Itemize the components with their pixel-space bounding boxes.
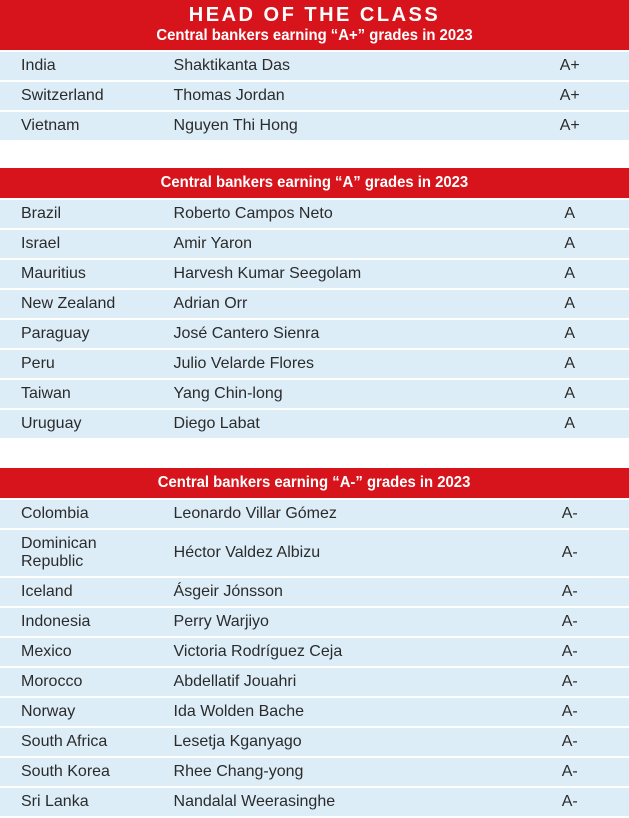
banker-name-cell: Rhee Chang-yong xyxy=(173,763,304,780)
country-cell: Paraguay xyxy=(21,325,90,342)
grade-cell: A xyxy=(564,385,576,402)
table-row xyxy=(0,350,629,378)
table-row xyxy=(0,698,629,726)
table-row xyxy=(0,788,629,816)
country-cell: Uruguay xyxy=(21,415,82,432)
table-a-plus xyxy=(0,52,629,140)
banker-name-cell: Héctor Valdez Albizu xyxy=(173,544,321,561)
table-row xyxy=(0,410,629,438)
grade-cell: A- xyxy=(561,703,578,720)
grade-cell: A xyxy=(564,325,576,342)
table-row xyxy=(0,230,629,258)
banker-name-cell: Ásgeir Jónsson xyxy=(173,583,283,600)
grade-cell: A- xyxy=(561,673,578,690)
banker-name-cell: Harvesh Kumar Seegolam xyxy=(173,265,362,282)
country-cell: Colombia xyxy=(21,505,89,522)
banker-name-cell: Nguyen Thi Hong xyxy=(173,117,298,134)
grade-cell: A+ xyxy=(559,57,580,74)
section-heading-text: Central bankers earning “A” grades in 2023 xyxy=(160,174,469,191)
banker-name-cell: Shaktikanta Das xyxy=(173,57,291,74)
grade-cell: A- xyxy=(561,763,578,780)
table-row xyxy=(0,260,629,288)
country-cell: Peru xyxy=(21,355,55,372)
table-a-minus xyxy=(0,500,629,816)
table-row xyxy=(0,112,629,140)
grade-cell: A xyxy=(564,265,576,282)
table-row xyxy=(0,608,629,636)
table-row xyxy=(0,320,629,348)
grade-cell: A xyxy=(564,235,576,252)
country-cell: India xyxy=(21,57,56,74)
section-heading-text: Central bankers earning “A-” grades in 2023 xyxy=(158,474,471,491)
country-cell: Dominican Republic xyxy=(21,535,97,570)
banker-name-cell: Nandalal Weerasinghe xyxy=(173,793,336,810)
country-cell: Morocco xyxy=(21,673,83,690)
banker-name-cell: Adrian Orr xyxy=(173,295,248,312)
country-cell: Norway xyxy=(21,703,76,720)
section-heading-a-plus: Central bankers earning “A+” grades in 2023 xyxy=(156,27,473,44)
banker-name-cell: Diego Labat xyxy=(173,415,260,432)
banker-name-cell: Leonardo Villar Gómez xyxy=(173,505,337,522)
table-row xyxy=(0,758,629,786)
banker-name-cell: Perry Warjiyo xyxy=(173,613,269,630)
banker-name-cell: Ida Wolden Bache xyxy=(173,703,304,720)
page-title: HEAD OF THE CLASS xyxy=(188,4,441,26)
section-spacer xyxy=(0,140,629,168)
banker-name-cell: José Cantero Sienra xyxy=(173,325,320,342)
table-row xyxy=(0,638,629,666)
table-row xyxy=(0,500,629,528)
banker-name-cell: Victoria Rodríguez Ceja xyxy=(173,643,343,660)
table-row xyxy=(0,290,629,318)
grade-cell: A- xyxy=(561,733,578,750)
table-row xyxy=(0,200,629,228)
section-spacer xyxy=(0,438,629,468)
banker-name-cell: Abdellatif Jouahri xyxy=(173,673,297,690)
country-cell: Sri Lanka xyxy=(21,793,89,810)
grade-cell: A- xyxy=(561,583,578,600)
table-a xyxy=(0,200,629,438)
country-cell: South Africa xyxy=(21,733,108,750)
table-row xyxy=(0,530,629,576)
country-cell: Brazil xyxy=(21,205,62,222)
grade-cell: A xyxy=(564,415,576,432)
country-cell: Israel xyxy=(21,235,61,252)
grade-cell: A- xyxy=(561,505,578,522)
banker-name-cell: Amir Yaron xyxy=(173,235,253,252)
country-cell: Mauritius xyxy=(21,265,86,282)
grade-cell: A- xyxy=(561,643,578,660)
table-row xyxy=(0,578,629,606)
grade-cell: A xyxy=(564,295,576,312)
banker-name-cell: Thomas Jordan xyxy=(173,87,285,104)
country-cell: Taiwan xyxy=(21,385,71,402)
header xyxy=(0,0,629,50)
country-cell: Iceland xyxy=(21,583,73,600)
table-row xyxy=(0,668,629,696)
banker-name-cell: Julio Velarde Flores xyxy=(173,355,315,372)
table-row xyxy=(0,380,629,408)
country-cell: New Zealand xyxy=(21,295,116,312)
table-row xyxy=(0,82,629,110)
country-cell: Mexico xyxy=(21,643,72,660)
country-cell: Vietnam xyxy=(21,117,80,134)
banker-name-cell: Lesetja Kganyago xyxy=(173,733,302,750)
grade-cell: A- xyxy=(561,613,578,630)
banker-name-cell: Yang Chin-long xyxy=(173,385,283,402)
grade-cell: A xyxy=(564,205,576,222)
country-cell: Indonesia xyxy=(21,613,91,630)
grade-cell: A+ xyxy=(559,117,580,134)
table-row xyxy=(0,52,629,80)
country-cell: South Korea xyxy=(21,763,110,780)
banker-name-cell: Roberto Campos Neto xyxy=(173,205,333,222)
grade-cell: A+ xyxy=(559,87,580,104)
country-cell: Switzerland xyxy=(21,87,104,104)
grade-cell: A- xyxy=(561,544,578,561)
grade-cell: A xyxy=(564,355,576,372)
section-heading-a xyxy=(0,168,629,198)
section-heading-a-minus xyxy=(0,468,629,498)
grade-cell: A- xyxy=(561,793,578,810)
table-row xyxy=(0,728,629,756)
